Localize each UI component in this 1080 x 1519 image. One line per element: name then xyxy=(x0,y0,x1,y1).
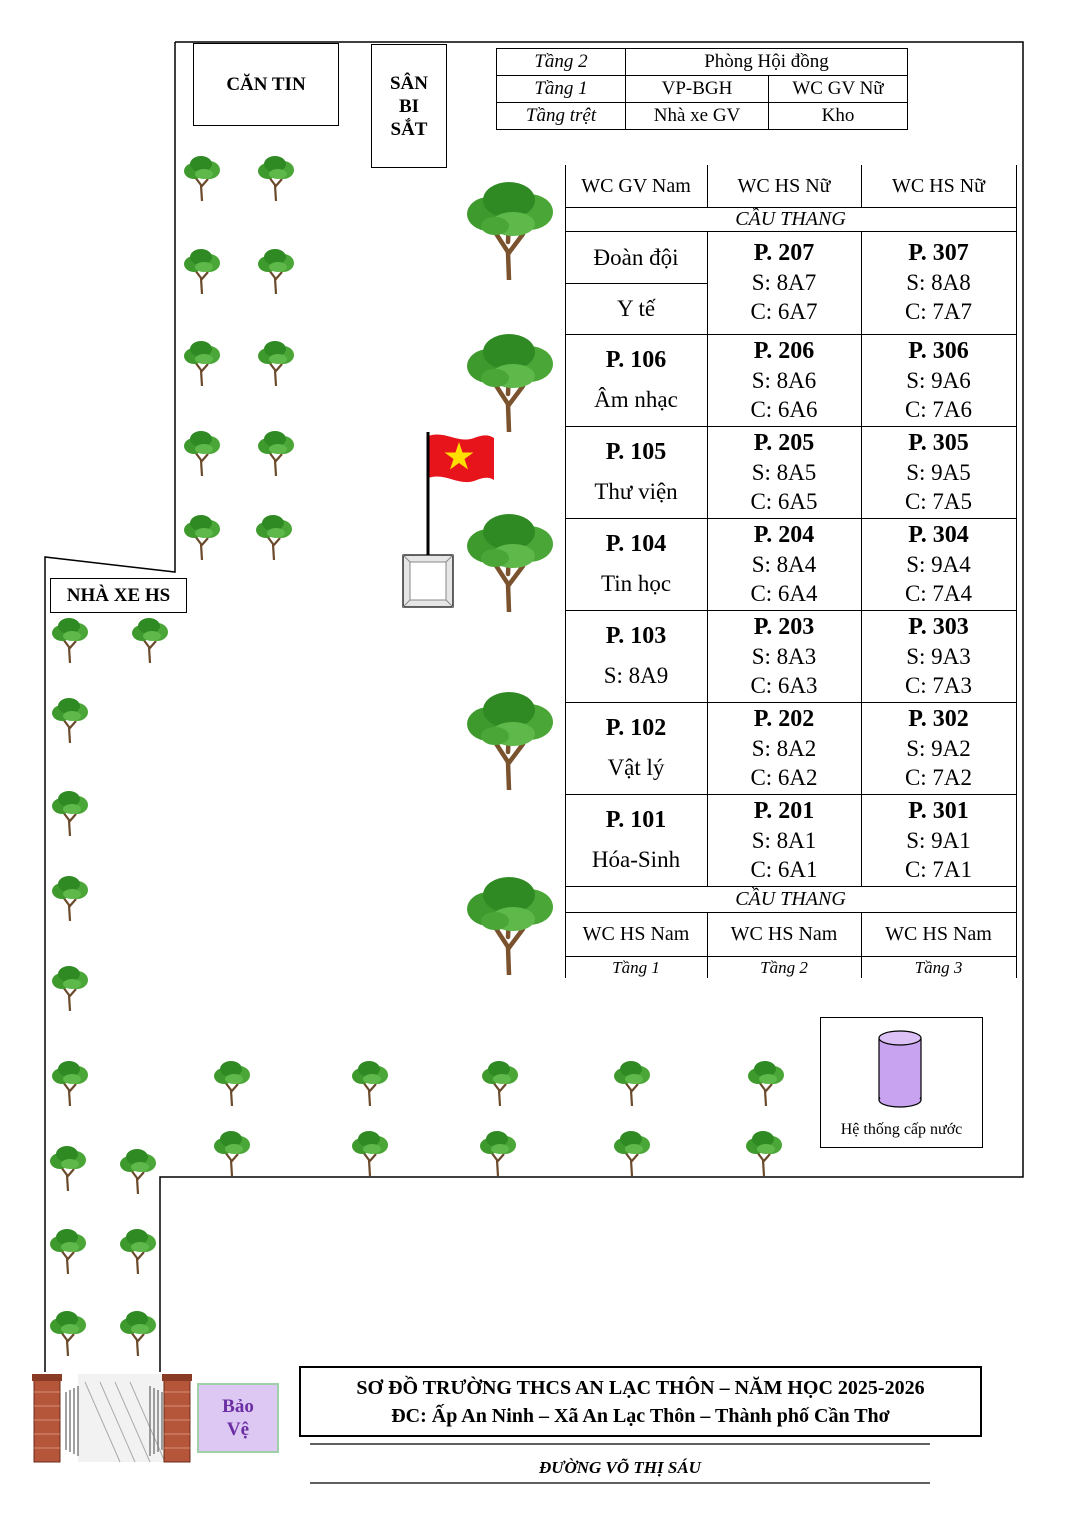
room-number: P. 307 xyxy=(908,240,969,266)
tree-icon xyxy=(350,1130,390,1176)
room-number: P. 206 xyxy=(753,337,815,364)
afternoon-class: C: 6A3 xyxy=(750,672,818,698)
tree-icon xyxy=(256,340,296,386)
morning-class: S: 8A4 xyxy=(751,551,817,577)
morning-class: S: 9A5 xyxy=(906,459,971,485)
room-label: S: 8A9 xyxy=(603,663,669,688)
room-label: Vật lý xyxy=(607,755,665,780)
large-tree-icon xyxy=(465,875,555,975)
room-number: P. 204 xyxy=(753,521,815,548)
room-number: P. 101 xyxy=(605,807,667,833)
stairs-bottom: CẦU THANG xyxy=(735,887,846,910)
water-tank-icon xyxy=(877,1026,925,1108)
tree-icon xyxy=(50,790,90,836)
marble-yard-line-2: BI xyxy=(398,95,420,117)
room-council: Phòng Hội đồng xyxy=(626,49,908,76)
room-number: P. 303 xyxy=(908,613,969,640)
gate-icon xyxy=(30,1372,195,1464)
tree-icon xyxy=(182,248,222,294)
morning-class: S: 8A3 xyxy=(751,643,817,669)
tree-icon xyxy=(182,514,222,560)
wc-teacher-male: WC GV Nam xyxy=(581,174,691,197)
room-number: P. 202 xyxy=(753,705,815,732)
guard-line-2: Vệ xyxy=(226,1419,250,1440)
room-wc-teacher-female: WC GV Nữ xyxy=(769,76,908,103)
tree-icon xyxy=(480,1060,520,1106)
room-label: Âm nhạc xyxy=(594,387,678,412)
tree-icon xyxy=(50,965,90,1011)
room-number: P. 106 xyxy=(605,347,667,373)
room-storage: Kho xyxy=(769,103,908,130)
morning-class: S: 8A1 xyxy=(751,827,817,853)
tree-icon xyxy=(48,1228,88,1274)
room-office: VP-BGH xyxy=(626,76,769,103)
room-label: Thư viện xyxy=(594,479,678,504)
afternoon-class: C: 6A5 xyxy=(750,488,818,514)
large-tree-icon xyxy=(465,512,555,612)
afternoon-class: C: 7A6 xyxy=(904,396,973,422)
large-tree-icon xyxy=(465,180,555,280)
morning-class: S: 8A6 xyxy=(751,367,817,393)
tree-icon xyxy=(50,697,90,743)
tree-icon xyxy=(50,1060,90,1106)
afternoon-class: C: 6A4 xyxy=(750,580,818,606)
tree-icon xyxy=(212,1130,252,1176)
afternoon-class: C: 7A1 xyxy=(904,856,973,882)
room-number: P. 201 xyxy=(753,797,815,824)
tree-icon xyxy=(118,1310,158,1356)
student-parking-label: NHÀ XE HS xyxy=(66,584,171,606)
tree-icon xyxy=(746,1060,786,1106)
water-system xyxy=(820,1017,983,1148)
tree-icon xyxy=(256,155,296,201)
floor-label-1: Tầng 1 xyxy=(612,957,660,977)
tree-icon xyxy=(256,430,296,476)
room-number: P. 104 xyxy=(605,531,667,557)
tree-icon xyxy=(612,1130,652,1176)
morning-class: S: 9A6 xyxy=(906,367,971,393)
main-building-lower xyxy=(565,165,1018,978)
morning-class: S: 9A2 xyxy=(906,735,971,761)
marble-yard xyxy=(371,44,447,168)
tree-icon xyxy=(50,875,90,921)
tree-icon xyxy=(50,617,90,663)
marble-yard-line-1: SÂN xyxy=(389,72,428,94)
afternoon-class: C: 6A1 xyxy=(750,856,818,882)
room-number: P. 105 xyxy=(605,439,667,465)
room-label: Tin học xyxy=(600,571,672,596)
tree-icon xyxy=(350,1060,390,1106)
floor-label-3: Tầng 3 xyxy=(914,957,963,977)
room-youth-union: Đoàn đội xyxy=(593,244,679,270)
room-number: P. 207 xyxy=(753,240,815,266)
floor-label: Tầng 1 xyxy=(497,76,626,103)
floor-label-2: Tầng 2 xyxy=(760,957,808,977)
street-name: ĐƯỜNG VÕ THỊ SÁU xyxy=(539,1458,701,1477)
room-number: P. 203 xyxy=(753,613,815,640)
afternoon-class: C: 7A5 xyxy=(904,488,973,514)
title-line-1: SƠ ĐỒ TRƯỜNG THCS AN LẠC THÔN – NĂM HỌC 2025-2026 xyxy=(356,1376,925,1399)
room-number: P. 102 xyxy=(605,715,667,741)
tree-icon xyxy=(256,248,296,294)
student-parking xyxy=(50,578,187,613)
title-line-2: ĐC: Ấp An Ninh – Xã An Lạc Thôn – Thành phố Cần Thơ xyxy=(391,1404,890,1427)
tree-icon xyxy=(118,1228,158,1274)
morning-class: S: 9A3 xyxy=(906,643,971,669)
room-number: P. 103 xyxy=(605,623,667,649)
room-medical: Y tế xyxy=(616,296,656,321)
guard-house xyxy=(197,1383,279,1453)
large-tree-icon xyxy=(465,332,555,432)
tree-icon xyxy=(744,1130,784,1176)
tree-icon xyxy=(182,155,222,201)
morning-class: S: 8A2 xyxy=(751,735,817,761)
floor-label: Tầng trệt xyxy=(497,103,626,130)
afternoon-class: C: 7A3 xyxy=(904,672,973,698)
room-number: P. 205 xyxy=(753,429,815,456)
wc-student-male-2: WC HS Nam xyxy=(730,922,838,945)
wc-student-female-2: WC HS Nữ xyxy=(737,174,831,197)
room-teacher-parking: Nhà xe GV xyxy=(626,103,769,130)
stairs-top: CẦU THANG xyxy=(735,207,846,230)
room-number: P. 302 xyxy=(908,705,969,732)
afternoon-class: C: 7A7 xyxy=(904,299,973,324)
guard-line-1: Bảo xyxy=(222,1396,254,1417)
tree-icon xyxy=(212,1060,252,1106)
water-system-label: Hệ thống cấp nước xyxy=(840,1121,963,1138)
afternoon-class: C: 6A6 xyxy=(750,396,818,422)
floor-label: Tầng 2 xyxy=(497,49,626,76)
wc-student-male-1: WC HS Nam xyxy=(582,922,690,945)
room-number: P. 305 xyxy=(908,429,969,456)
tree-icon xyxy=(118,1148,158,1194)
wc-student-female-3: WC HS Nữ xyxy=(891,174,986,197)
afternoon-class: C: 6A2 xyxy=(750,764,818,790)
tree-icon xyxy=(182,340,222,386)
morning-class: S: 9A1 xyxy=(906,827,971,853)
afternoon-class: C: 7A2 xyxy=(904,764,973,790)
canteen-label: CĂN TIN xyxy=(226,73,306,95)
tree-icon xyxy=(48,1310,88,1356)
afternoon-class: C: 6A7 xyxy=(750,299,818,324)
large-tree-icon xyxy=(465,690,555,790)
room-label: Hóa-Sinh xyxy=(591,847,681,872)
wc-student-male-3: WC HS Nam xyxy=(885,922,992,945)
admin-floor-table xyxy=(496,48,908,130)
tree-icon xyxy=(254,514,294,560)
tree-icon xyxy=(48,1145,88,1191)
marble-yard-line-3: SẮT xyxy=(390,118,428,140)
morning-class: S: 8A7 xyxy=(751,270,817,295)
room-number: P. 301 xyxy=(908,797,969,824)
room-number: P. 304 xyxy=(908,521,969,548)
tree-icon xyxy=(612,1060,652,1106)
tree-icon xyxy=(182,430,222,476)
room-number: P. 306 xyxy=(908,337,969,364)
flag-icon xyxy=(428,434,494,482)
tree-icon xyxy=(478,1130,518,1176)
map-title xyxy=(299,1366,982,1437)
flag-pedestal xyxy=(403,555,453,607)
tree-icon xyxy=(130,617,170,663)
afternoon-class: C: 7A4 xyxy=(904,580,973,606)
morning-class: S: 9A4 xyxy=(906,551,971,577)
morning-class: S: 8A8 xyxy=(906,270,971,295)
canteen xyxy=(193,43,339,126)
morning-class: S: 8A5 xyxy=(751,459,817,485)
